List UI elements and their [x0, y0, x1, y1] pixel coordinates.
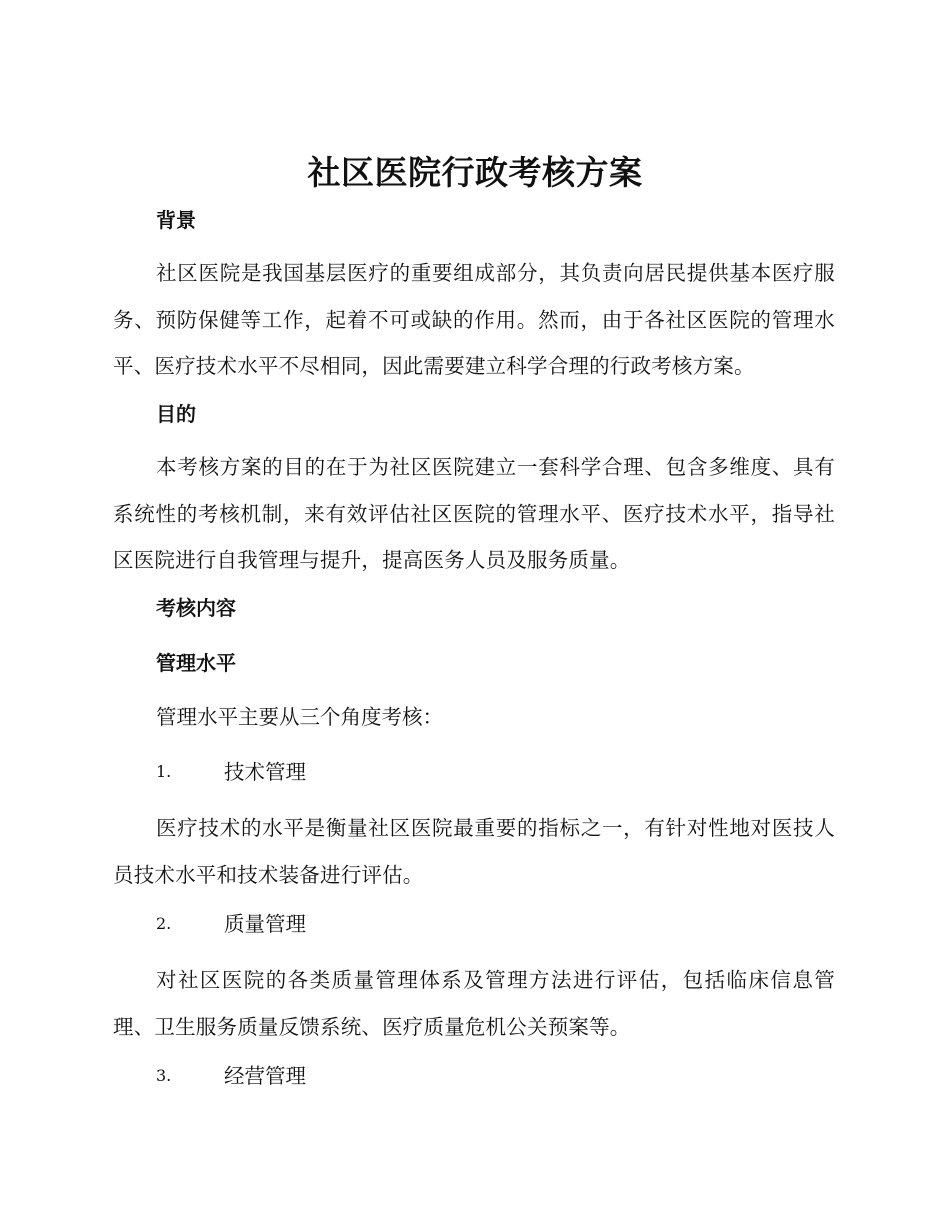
paragraph-management-intro: 管理水平主要从三个角度考核：: [156, 705, 443, 729]
heading-purpose: 目的: [156, 402, 196, 426]
list-item-label: 经营管理: [224, 1064, 306, 1088]
paragraph-purpose: 本考核方案的目的在于为社区医院建立一套科学合理、包含多维度、具有系统性的考核机制，来有效评估社区医院的管理水平、医疗技术水平，指导社区医院进行自我管理与提升，提高医务人员及服务质量。: [113, 455, 835, 572]
paragraph-background: 社区医院是我国基层医疗的重要组成部分，其负责向居民提供基本医疗服务、预防保健等工作，起着不可或缺的作用。然而，由于各社区医院的管理水平、医疗技术水平不尽相同，因此需要建立科学合理的行政考核方案。: [113, 261, 835, 378]
heading-background: 背景: [156, 208, 196, 232]
list-item-label: 技术管理: [224, 760, 306, 784]
list-item-quality-management: [156, 909, 306, 939]
paragraph-quality-management: 对社区医院的各类质量管理体系及管理方法进行评估，包括临床信息管理、卫生服务质量反馈系统、医疗质量危机公关预案等。: [113, 968, 835, 1039]
heading-assessment-content: 考核内容: [156, 596, 236, 620]
list-item-label: 质量管理: [224, 912, 306, 936]
list-item-number: 3.: [156, 1066, 172, 1085]
heading-management-level: 管理水平: [156, 651, 236, 675]
document-title: 社区医院行政考核方案: [307, 153, 643, 192]
list-item-operations-management: [156, 1061, 306, 1091]
list-item-number: 1.: [156, 762, 172, 781]
list-item-number: 2.: [156, 914, 172, 933]
paragraph-technical-management: 医疗技术的水平是衡量社区医院最重要的指标之一，有针对性地对医技人员技术水平和技术装备进行评估。: [113, 816, 835, 887]
list-item-technical-management: [156, 757, 306, 787]
